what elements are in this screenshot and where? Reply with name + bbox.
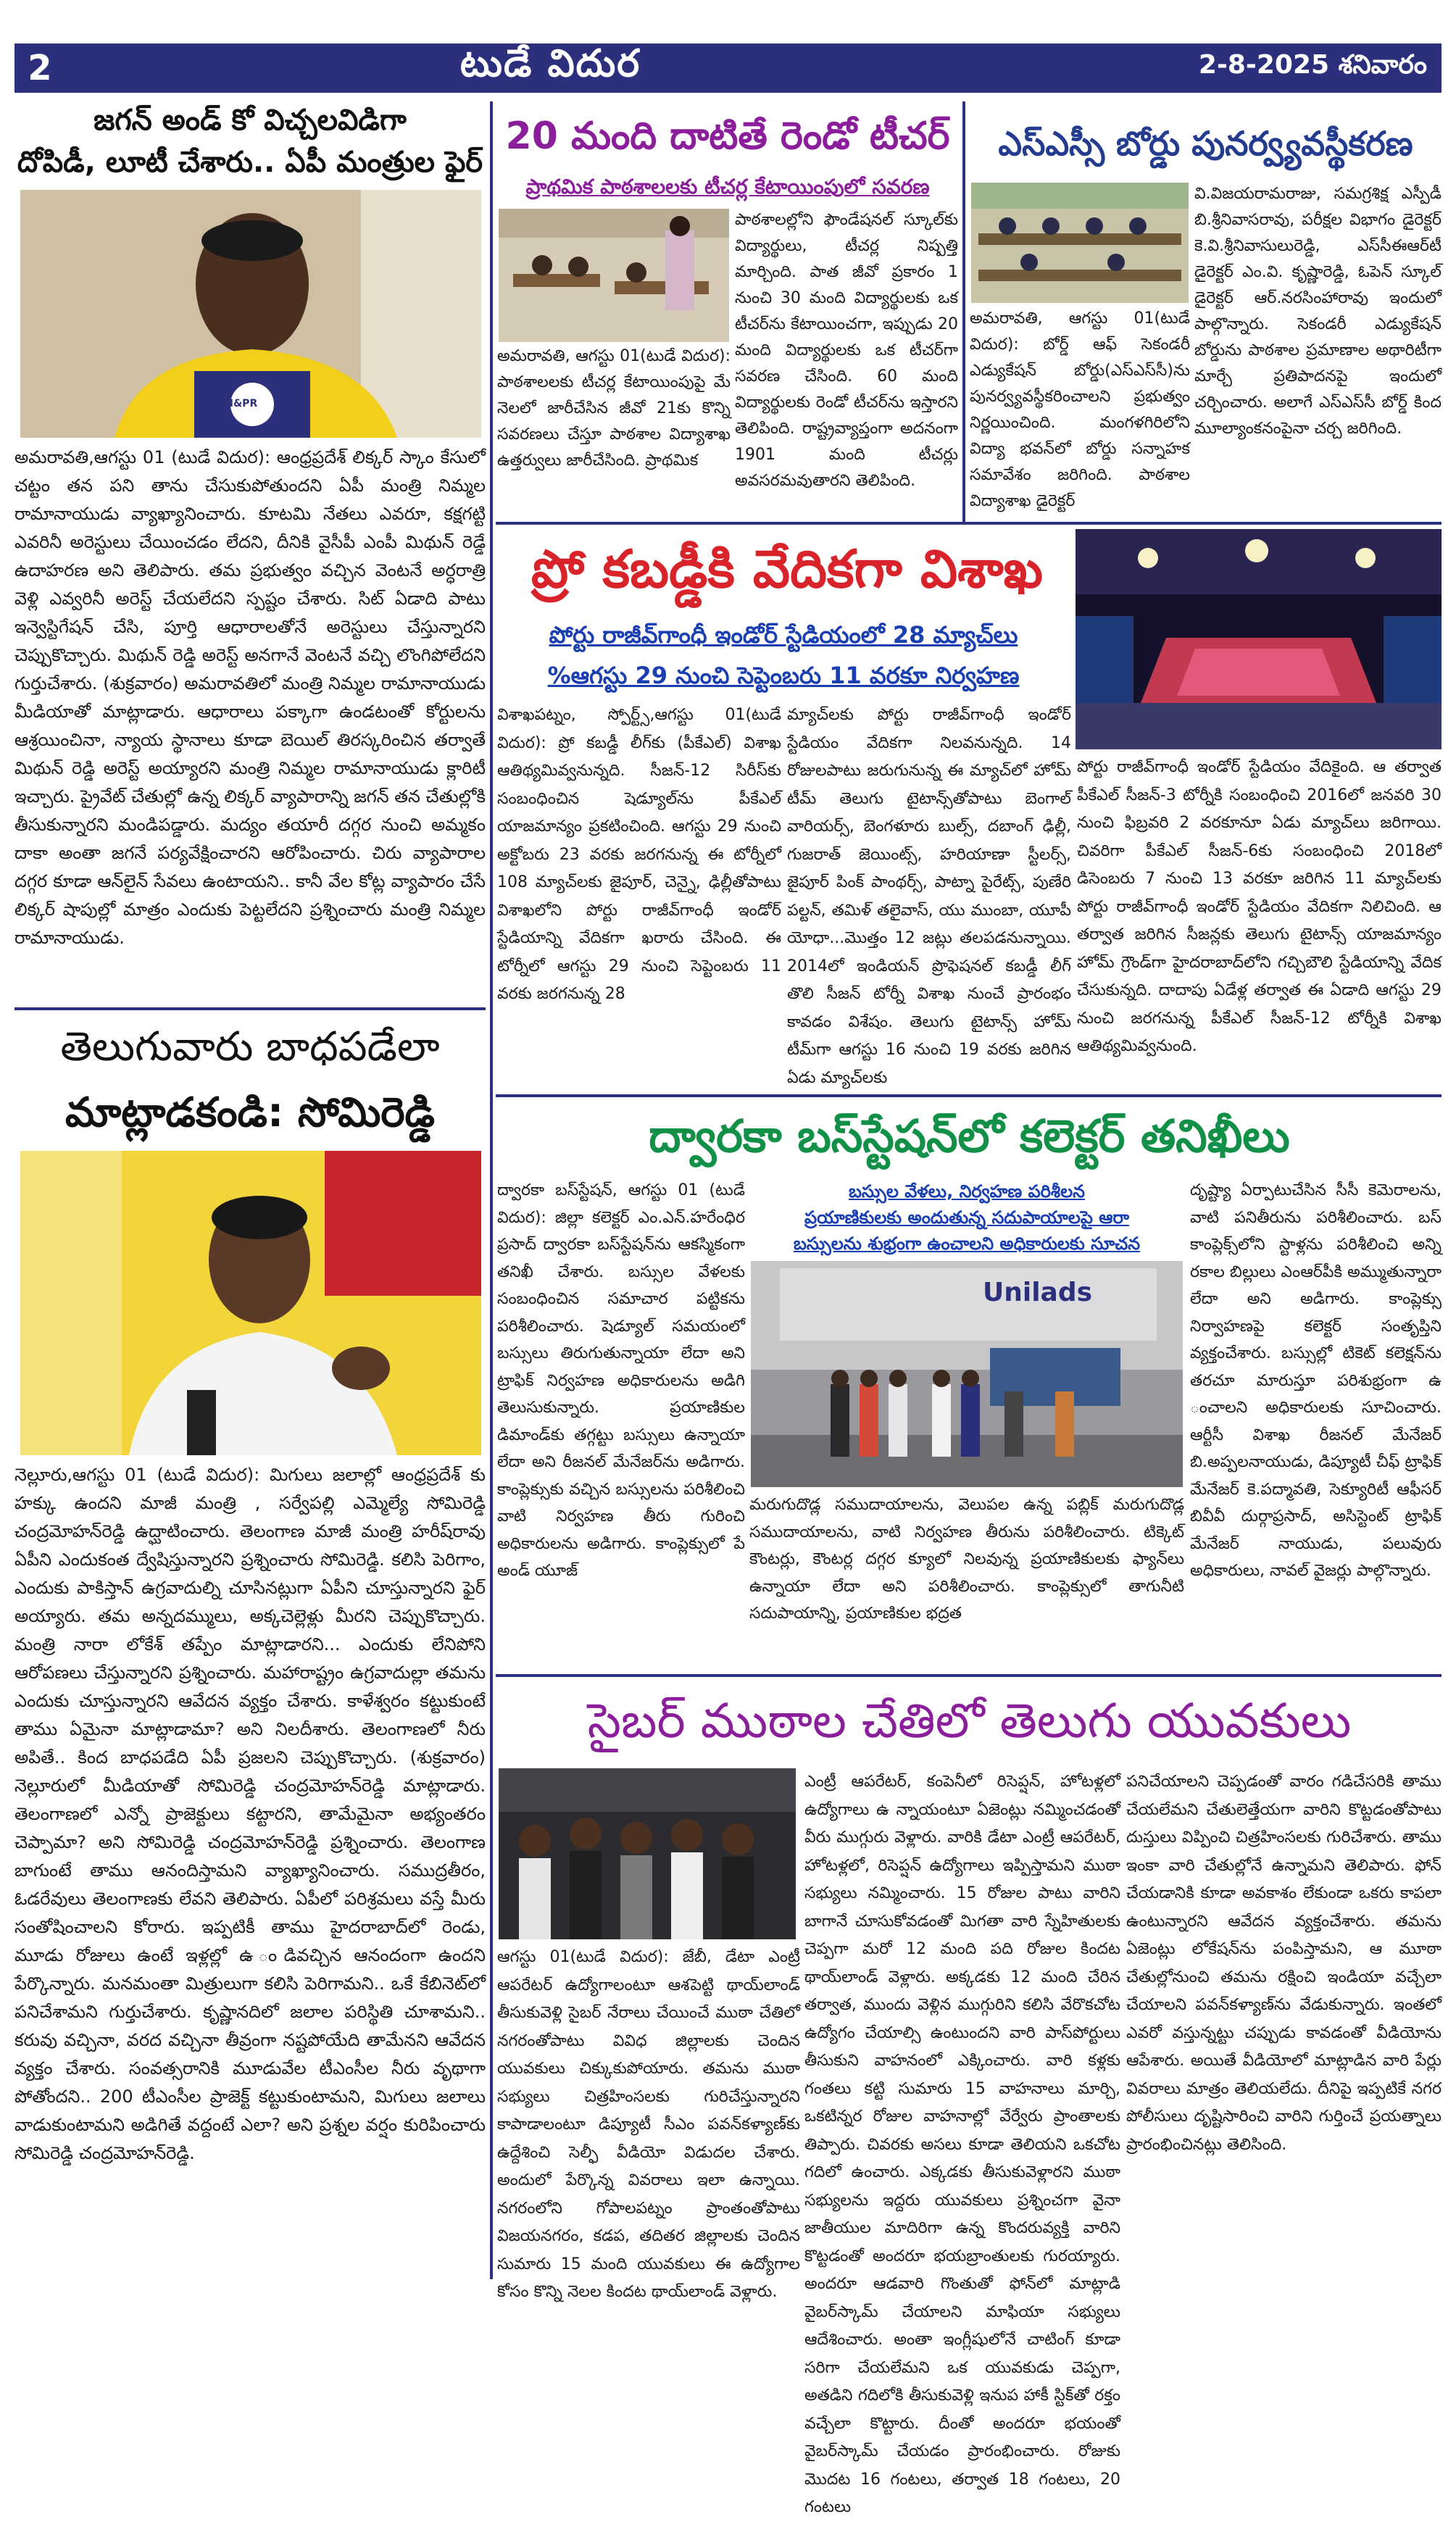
story6-col2-bottom: మరుగుదొడ్ల సముదాయాలను, వెలుపల ఉన్న పబ్లిక్ మరుగుదొడ్ల సముదాయాలను, వాటి నిర్వహణ తీరును పరిశీలించారు. టిక్కెట్ కౌంటర్లు, కౌంటర్ల దగ్గర క్యూలో నిలవున్న ప్రయాణికులకు ఫ్యాన్‌లు ఉన్నాయా లేదా అని పరిశీలించారు. కాంప్లెక్సులో తాగునీటి సదుపాయాన్ని, ప్రయాణికుల భద్రత <box>749 1496 1184 1623</box>
story4-body-right: వి.విజయరామరాజు, సమగ్రశిక్ష ఎస్పీడీ బి.శ్రీనివాసరావు, పరీక్షల విభాగం డైరెక్టర్ కె.వి.శ్రీనివాసులురెడ్డి, ఎస్‌సీఈఆర్‌టీ డైరెక్టర్ ఎం.వి. కృష్ణారెడ్డి, ఓపెన్ స్కూల్ డైరెక్టర్ ఆర్.నరసింహారావు ఇందులో పాల్గొన్నారు. సెకండరీ ఎడ్యుకేషన్ బోర్డును పాఠశాల ప్రమాణాల అథారిటీగా మార్చే ప్రతిపాదనపై ఇందులో చర్చించారు. అలాగే ఎస్ఎస్‌సీ బోర్డ్ కింద మూల్యాంకనంపైనా చర్చ జరిగింది. <box>1194 185 1442 438</box>
story5-subhead-2: %ఆగస్టు 29 నుంచి సెప్టెంబరు 11 వరకూ నిర్వహణ <box>547 662 1020 689</box>
story7-headline: సైబర్ ముఠాల చేతిలో తెలుగు యువకులు <box>587 1693 1352 1749</box>
story5-col2: మ్యాచ్‌లకు పోర్టు రాజీవ్‌గాంధీ ఇండోర్ స్టేడియం వేదికగా నిలవనున్నది. 14 రోజులపాటు జరుగునున్న ఈ మ్యాచ్‌లో హోమ్ టీమ్ తెలుగు టైటాన్స్‌తోపాటు బెంగాల్ వారియర్స్, బెంగళూరు బుల్స్, దబాంగ్ ఢిల్లీ, గుజరాత్ జెయింట్స్, హరియాణా స్టీలర్స్, జైపూర్ పింక్ పాంథర్స్, పాట్నా పైరేట్స్, పుణేరి పల్టన్, తమిళ్ తలైవాస్, యు ముంబా, యూపీ యోధా...మొత్తం 12 జట్లు తలపడనున్నాయి. 2014లో ఇండియన్ ప్రొఫెషనల్ కబడ్డీ లీగ్ తొలి సీజన్ టోర్నీ విశాఖ నుంచే ప్రారంభం కావడం విశేషం. తెలుగు టైటాన్స్ హోమ్ టీమ్‌గా ఆగస్టు 16 నుంచి 19 వరకు జరిగిన ఏడు మ్యాచ్‌లకు <box>787 706 1071 1087</box>
story3-subhead: ప్రాథమిక పాఠశాలలకు టీచర్ల కేటాయింపులో సవరణ <box>525 175 930 199</box>
story2-headline-2: మాట్లాడకండి: సోమిరెడ్డి <box>65 1089 435 1136</box>
section-divider <box>14 1007 486 1010</box>
story3-headline: 20 మంది దాటితే రెండో టీచర్ <box>505 115 950 158</box>
paper-name: టుడే విదుర <box>459 41 641 86</box>
story5-col1: విశాఖపట్నం, స్పోర్ట్స్,ఆగస్టు 01(టుడే విదుర): ప్రో కబడ్డీ లీగ్‌కు (పీకేఎల్) విశాఖ ఆతిథ్యమివ్వనున్నది. సీజన్-12 సిరీస్‌కు సంబంధించిన షెడ్యూల్‌ను పీకేఎల్ యాజమాన్యం ప్రకటించింది. ఆగస్టు 29 నుంచి అక్టోబరు 23 వరకు జరగనున్న ఈ టోర్నీలో 108 మ్యాచ్‌లకు జైపూర్, చెన్నై, ఢిల్లీతోపాటు విశాఖలోని పోర్టు రాజీవ్‌గాంధీ ఇండోర్ స్టేడియాన్ని వేదికగా ఖరారు చేసింది. ఈ టోర్నీలో ఆగస్టు 29 నుంచి సెప్టెంబరు 11 వరకు జరగనున్న 28 <box>497 706 781 1003</box>
section-divider <box>496 1674 1442 1677</box>
section-divider <box>496 522 1442 525</box>
story6-headline: ద్వారకా బస్‌స్టేషన్‌లో కలెక్టర్ తనిఖీలు <box>649 1110 1290 1162</box>
column-divider <box>490 101 493 2279</box>
section-divider <box>496 1094 1442 1097</box>
exam-hall-photo <box>971 183 1189 303</box>
story5-col3: పోర్టు రాజీవ్‌గాంధీ ఇండోర్ స్టేడియం వేదికైంది. ఆ తర్వాత పీకేఎల్ సీజన్-3 టోర్నీకి సంబంధించి 2016లో జనవరి 30 నుంచి ఫిబ్రవరి 2 వరకూనూ ఏడు మ్యాచ్‌లు జరిగాయి. చివరిగా పీకేఎల్ సీజన్-6కు సంబంధించి 2018లో డిసెంబరు 7 నుంచి 13 వరకూ జరిగిన 11 మ్యాచ్‌లకు పోర్టు రాజీవ్‌గాంధీ ఇండోర్ స్టేడియం వేదికగా నిలిచింది. ఆ తర్వాత జరిగిన సీజన్లకు తెలుగు టైటాన్స్ యాజమాన్యం హోమ్ గ్రౌండ్‌గా హైదరాబాద్‌లోని గచ్చిబౌలి స్టేడియాన్ని వేదిక చేసుకున్నది. దాదాపు ఏడేళ్ల తర్వాత ఈ ఏడాది ఆగస్టు 29 నుంచి జరగనున్న పీకేఎల్ సీజన్-12 టోర్నీకి విశాఖ ఆతిథ్యమివ్వనుంది. <box>1077 758 1442 1055</box>
story2-headline-1: తెలుగువారు బాధపడేలా <box>60 1023 440 1070</box>
story6-sub2: ప్రయాణికులకు అందుతున్న సదుపాయాలపై ఆరా <box>804 1207 1129 1228</box>
youths-photo <box>499 1768 796 1939</box>
story6-col1: ద్వారకా బస్‌స్టేషన్, ఆగస్టు 01 (టుడే విదుర): జిల్లా కలెక్టర్ ఎం.ఎన్.హరేంధిర ప్రసాద్ ద్వారకా బస్‌స్టేషన్‌ను ఆకస్మికంగా తనిఖీ చేశారు. బస్సుల వేళలకు సంబంధించిన సమాచార పట్టికను పరిశీలించారు. షెడ్యూల్ సమయంలో బస్సులు తిరుగుతున్నాయా లేదా అని ట్రాఫిక్ నిర్వహణ అధికారులను అడిగి తెలుసుకున్నారు. ప్రయాణికుల డిమాండ్‌కు తగ్గట్టు బస్సులు ఉన్నాయా లేదా అని రీజనల్ మేనేజర్‌ను అడిగారు. కాంప్లెక్సుకు వచ్చిన బస్సులను పరిశీలించి వాటి నిర్వహణ తీరు గురించి అధికారులను అడిగారు. కాంప్లెక్సులో పే అండ్ యూజ్ <box>497 1181 745 1580</box>
story5-subhead-1: పోర్టు రాజీవ్‌గాంధీ ఇండోర్ స్టేడియంలో 28 మ్యాచ్‌లు <box>549 621 1018 649</box>
masthead <box>14 43 1442 93</box>
story1-headline: దోపిడీ, లూటీ చేశారు.. ఏపీ మంత్రుల ఫైర్ <box>17 146 483 179</box>
page-number: 2 <box>28 48 52 88</box>
story7-col2: ఎంట్రీ ఆపరేటర్, కంపెనీలో రిసెప్షన్, హోటళ్లలో ఉద్యోగాలు ఉ న్నాయంటూ ఏజెంట్లు నమ్మించడంతో వీరు ముగ్గురు వెళ్లారు. వారికి డేటా ఎంట్రీ ఆపరేటర్, హోటళ్లలో, రిసెప్షన్ ఉద్యోగాలు ఇప్పిస్తామని ముఠా సభ్యులు నమ్మించారు. 15 రోజుల పాటు వారిని బాగానే చూసుకోవడంతో మిగతా వారి స్నేహితులకు చెప్పగా మరో 12 మంది పది రోజుల కిందట థాయ్‌లాండ్ వెళ్లారు. అక్కడకు 12 మంది చేరిన తర్వాత, ముందు వెళ్లిన ముగ్గురిని కలిసి వేరొకచోట ఉద్యోగం చేయాల్సి ఉంటుందని వారి పాస్‌పోర్టులు తీసుకుని వాహనంలో ఎక్కించారు. వారి కళ్లకు గంతలు కట్టి సుమారు 15 వాహనాలు మార్చి, ఒకటిన్నర రోజుల వాహనాల్లో వేర్వేరు ప్రాంతాలకు తిప్పారు. చివరకు అసలు కూడా తెలియని ఒకచోట గదిలో ఉంచారు. ఎక్కడకు తీసుకువెళ్లారని ముఠా సభ్యులను ఇద్దరు యువకులు ప్రశ్నించగా వైనా జాతీయుల మాదిరిగా ఉన్న కొందరువ్యక్తి వారిని కొట్టడంతో అందరూ భయబ్రాంతులకు గురయ్యారు. అందరూ ఆడవారి గొంతుతో ఫోన్‌లో మాట్లాడి వైబర్‌స్కామ్ చేయాలని మాఫియా సభ్యులు ఆదేశించారు. అంతా ఇంగ్లీషులోనే చాటింగ్ కూడా సరిగా చేయలేమని ఒక యువకుడు చెప్పగా, అతడిని గదిలోకి తీసుకువెళ్లి ఇనుప హాకీ స్టిక్‌తో రక్తం వచ్చేలా కొట్టారు. దీంతో అందరూ భయంతో వైబర్‌స్కామ్ చేయడం ప్రారంభించారు. రోజుకు మొదట 16 గంటలు, తర్వాత 18 గంటలు, 20 గంటలు <box>804 1773 1120 2516</box>
issue-date: 2-8-2025 శనివారం <box>1198 50 1427 80</box>
story6-sub1: బస్సుల వేళలు, నిర్వహణ పరిశీలన <box>849 1181 1085 1202</box>
story2-body: నెల్లూరు,ఆగస్టు 01 (టుడే విదుర): మిగులు జలాల్లో ఆంధ్రప్రదేశ్ కు హక్కు ఉందని మాజీ మంత్రి , సర్వేపల్లి ఎమ్మెల్యే సోమిరెడ్డి చంద్రమోహన్‌రెడ్డి ఉద్ఘాటించారు. తెలంగాణ మాజీ మంత్రి హరీష్‌రావు ఏపీని ఎందుకంత ద్వేషిస్తున్నారని ప్రశ్నించారు సోమిరెడ్డి. కలిసి పెరిగాం, ఎందుకు పాకిస్తాన్ ఉగ్రవాదుల్ని చూసినట్లుగా ఏపీని చూస్తున్నారని ఫైర్ అయ్యారు. తమ అన్నదమ్ములు, అక్కచెల్లెళ్లు మీరని చెప్పుకొచ్చారు. మంత్రి నారా లోకేశ్ తప్పేం మాట్లాడారని... ఎందుకు లేనిపోని ఆరోపణలు చేస్తున్నారని ప్రశ్నించారు. మహారాష్ట్రం ఉగ్రవాదుల్లా తమను ఎందుకు చూస్తున్నారని ఆవేదన వ్యక్తం చేశారు. కాళేశ్వరం కట్టుకుంటే తాము ఏమైనా మాట్లాడామా? అని నిలదీశారు. తెలంగాణలో నీరు అపితే.. కింద బాధపడేది ఏపీ ప్రజలని చెప్పుకొచ్చారు. (శుక్రవారం) నెల్లూరులో మీడియాతో సోమిరెడ్డి చంద్రమోహన్‌రెడ్డి మాట్లాడారు. తెలంగాణలో ఎన్నో ప్రాజెక్టులు కట్టారని, తామేమైనా అభ్యంతరం చెప్పామా? అని సోమిరెడ్డి చంద్రమోహన్‌రెడ్డి ప్రశ్నించారు. తెలంగాణ బాగుంటే తాము ఆనందిస్తామని వ్యాఖ్యానించారు. సముద్రతీరం, ఓడరేవులు తెలంగాణకు లేవని తెలిపారు. ఏపీలో పరిశ్రమలు వస్తే మీరు సంతోషించాలని కోరారు. ఇప్పటికీ తాము హైదరాబాద్‌లో రెండు, మూడు రోజులు ఉంటే ఇళ్లల్లో ఉ ండివచ్చిన ఆనందంగా ఉందని పేర్కొన్నారు. మనమంతా మిత్రులుగా కలిసి పెరిగామని.. ఒకే కేబినెట్‌లో పనిచేశామని గుర్తుచేశారు. కృష్ణానదిలో జలాల పరిస్థితి చూశామని.. కరువు వచ్చినా, వరద వచ్చినా తీవ్రంగా నష్టపోయేది తామేనని ఆవేదన వ్యక్తం చేశారు. సంవత్సరానికి మూడువేల టీఎంసీల నీరు వృథాగా పోతోందని.. 200 టీఎంసీల ప్రాజెక్ట్ కట్టుకుంటామని, మిగులు జలాలు వాడుకుంటామని అడిగితే వద్దంటే ఎలా? అని ప్రశ్నల వర్షం కురిపించారు సోమిరెడ్డి చంద్రమోహన్‌రెడ్డి. <box>14 1465 486 2163</box>
bus-station-sign: Unilads <box>983 1278 1093 1307</box>
column-divider <box>962 101 965 522</box>
story4-headline: ఎస్ఎస్సీ బోర్డు పునర్వ్యవస్థీకరణ <box>998 124 1413 163</box>
story1-body: అమరావతి,ఆగస్టు 01 (టుడే విదుర): ఆంధ్రప్రదేశ్ లిక్కర్ స్కాం కేసులో చట్టం తన పని తాను చేసుకుపోతుందని ఏపీ మంత్రి నిమ్మల రామానాయుడు వ్యాఖ్యానించారు. కూటమి నేతలు ఎవరూ, కక్షగట్టి ఎవరినీ అరెస్టులు చేయించడం లేదని, దీనికి వైసీపీ ఎంపీ మిథున్ రెడ్డే ఉదాహరణ అని తెలిపారు. తమ ప్రభుత్వం వచ్చిన వెంటనే అర్ధరాత్రి వెళ్లి ఎవ్వరినీ అరెస్ట్ చేయలేదని స్పష్టం చేశారు. సిట్ ఏడాది పాటు ఇన్వెస్టిగేషన్ చేసి, పూర్తి ఆధారాలతోనే అరెస్టులు చేస్తున్నారని చెప్పుకొచ్చారు. మిథున్ రెడ్డి అరెస్ట్ అనగానే వెంటనే వచ్చి లొంగిపోలేదని గుర్తుచేశారు. (శుక్రవారం) అమరావతిలో మంత్రి నిమ్మల రామానాయుడు మీడియాతో మాట్లాడారు. ఆధారాలు పక్కాగా ఉండటంతో కోర్టులను ఆశ్రయించినా, న్యాయ స్థానాలు కూడా బెయిల్ తిరస్కరించిన తర్వాతే మిథున్ రెడ్డి అరెస్ట్ అయ్యారని మంత్రి నిమ్మల రామానాయుడు క్లారిటీ ఇచ్చారు. ప్రైవేట్ చేతుల్లో ఉన్న లిక్కర్ వ్యాపారాన్ని జగన్ తన చేతుల్లోకి తీసుకున్నారని మండిపడ్డారు. మద్యం తయారీ దగ్గర నుంచి అమ్మకం దాకా అంతా జగనే పర్యవేక్షించారని ఆరోపించారు. చిరు వ్యాపారాల దగ్గర కూడా ఆన్‌లైన్ సేవలు ఉంటాయని.. కానీ వేల కోట్ల వ్యాపారం చేసే లిక్కర్ షాపుల్లో మాత్రం ఎందుకు పెట్టలేదని ప్రశ్నించారు మంత్రి నిమ్మల రామానాయుడు. <box>14 447 486 948</box>
story4-body-bottom: అమరావతి, ఆగస్టు 01(టుడే విదుర): బోర్డ్ ఆఫ్ సెకండరీ ఎడ్యుకేషన్ బోర్డు(ఎస్ఎస్‌సీ)ను పునర్వ్యవస్థీకరించాలని ప్రభుత్వం నిర్ణయించింది. మంగళగిరిలోని విద్యా భవన్‌లో బోర్డు సన్నాహక సమావేశం జరిగింది. పాఠశాల విద్యాశాఖ డైరెక్టర్ <box>970 309 1190 510</box>
story6-sub3: బస్సులను శుభ్రంగా ఉంచాలని అధికారులకు సూచన <box>793 1233 1141 1254</box>
classroom-photo <box>499 209 729 342</box>
story5-headline: ప్రో కబడ్డీకి వేదికగా విశాఖ <box>531 538 1043 599</box>
story3-body-right: పాఠశాలల్లోని ఫౌండేషనల్ స్కూల్‌కు విద్యార్థులు, టీచర్ల నిష్పత్తి మార్చింది. పాత జీవో ప్రకారం 1 నుంచి 30 మంది విద్యార్థులకు ఒక టీచర్‌ను కేటాయించగా, ఇప్పుడు 20 మంది విద్యార్థులకు ఒక టీచర్‌గా సవరణ చేసింది. 60 మంది విద్యార్థులకు రెండో టీచర్‌ను ఇస్తారని తెలిపింది. రాష్ట్రవ్యాప్తంగా అదనంగా 1901 మంది టీచర్లు అవసరమవుతారని తెలిపింది. <box>735 211 958 490</box>
story7-col1: ఆగస్టు 01(టుడే విదుర): జేబీ, డేటా ఎంట్రీ ఆపరేటర్ ఉద్యోగాలంటూ ఆశపెట్టి థాయ్‌లాండ్ తీసుకువెళ్లి సైబర్ నేరాలు చేయించే ముఠా చేతిలో నగరంతోపాటు వివిధ జిల్లాలకు చెందిన యువకులు చిక్కుకుపోయారు. తమను ముఠా సభ్యులు చిత్రహింసలకు గురిచేస్తున్నారని కాపాడాలంటూ డిప్యూటీ సీఎం పవన్‌కళ్యాణ్‌కు ఉద్దేశించి సెల్ఫీ వీడియో విడుదల చేశారు. అందులో పేర్కొన్న వివరాలు ఇలా ఉన్నాయి. నగరంలోని గోపాలపట్నం ప్రాంతంతోపాటు విజయనగరం, కడప, తదితర జిల్లాలకు చెందిన సుమారు 15 మంది యువకులు ఈ ఉద్యోగాల కోసం కొన్ని నెలల కిందట థాయ్‌లాండ్ వెళ్లారు. <box>497 1948 800 2301</box>
story6-col3: దృష్ట్యా ఏర్పాటుచేసిన సీసీ కెమెరాలను, వాటి పనితీరును పరిశీలించారు. బస్ కాంప్లెక్స్‌లోని స్టాళ్లను పరిశీలించి అన్ని రకాల బిల్లులు ఎంఆర్‌పీకి అమ్ముతున్నారా లేదా అని అడిగారు. కాంప్లెక్సు నిర్వాహణపై కలెక్టర్ సంతృప్తిని వ్యక్తంచేశారు. బస్సుల్లో టికెట్ కలెక్షన్‌ను తరచూ మారుస్తూ పరిశుభ్రంగా ఉ ంచాలని అధికారులకు సూచించారు. ఆర్టీసీ విశాఖ రీజనల్ మేనేజర్ బి.అప్పలనాయుడు, డిప్యూటీ చీఫ్ ట్రాఫిక్ మేనేజర్ కె.పద్మావతి, సెక్యూరిటీ ఆఫీసర్ బివీవీ దుర్గాప్రసాద్, అసిస్టెంట్ ట్రాఫిక్ మేనేజర్ నాయుడు, పలువురు అధికారులు, నావల్ వైజర్లు పాల్గొన్నారు. <box>1190 1181 1442 1580</box>
story3-body-bottom: అమరావతి, ఆగస్టు 01(టుడే విదుర): పాఠశాలలకు టీచర్ల కేటాయింపుపై మే నెలలో జారీచేసిన జీవో 21కు కొన్ని సవరణలు చేస్తూ పాఠశాల విద్యాశాఖ ఉత్తర్వులు జారీచేసింది. ప్రాథమిక <box>497 347 731 470</box>
story1-kicker: జగన్ అండ్ కో విచ్చలవిడిగా <box>93 104 407 137</box>
story7-col3: పనిచేయాలని చెప్పడంతో వారం గడిచేసరికి తాము చేయలేమని చేతులెత్తేయగా వారిని కొట్టడంతోపాటు దుస్తులు విప్పించి చిత్రహింసలకు గురిచేశారు. తాము ఇంకా వారి చేతుల్లోనే ఉన్నామని తెలిపారు. ఫోన్ చేయడానికి కూడా అవకాశం లేకుండా ఒకరు కాపలా ఉంటున్నారని ఆవేదన వ్యక్తంచేశారు. తమను ఏజెంట్లు లోకేషన్‌ను పంపిస్తామని, ఆ మూఠా చేతుల్లోనుంచి తమను రక్షించి ఇండియా వచ్చేలా చేయాలని పవన్‌కళ్యాణ్‌ను వేడుకున్నారు. ఇంతలో ఎవరో వస్తున్నట్టు చప్పుడు కావడంతో వీడియోను ఆపేశారు. అయితే వీడియోలో మాట్లాడిన వారి పేర్లు వివరాలు మాత్రం తెలియలేదు. దీనిపై ఇప్పటికే నగర పోలీసులు దృష్టిసారించి వారిని గుర్తించే ప్రయత్నాలు ప్రారంభించినట్లు తెలిసింది. <box>1126 1773 1442 2154</box>
stadium-photo <box>1076 529 1442 749</box>
photo-badge: I&PR <box>229 398 258 409</box>
somireddy-photo <box>20 1151 481 1455</box>
